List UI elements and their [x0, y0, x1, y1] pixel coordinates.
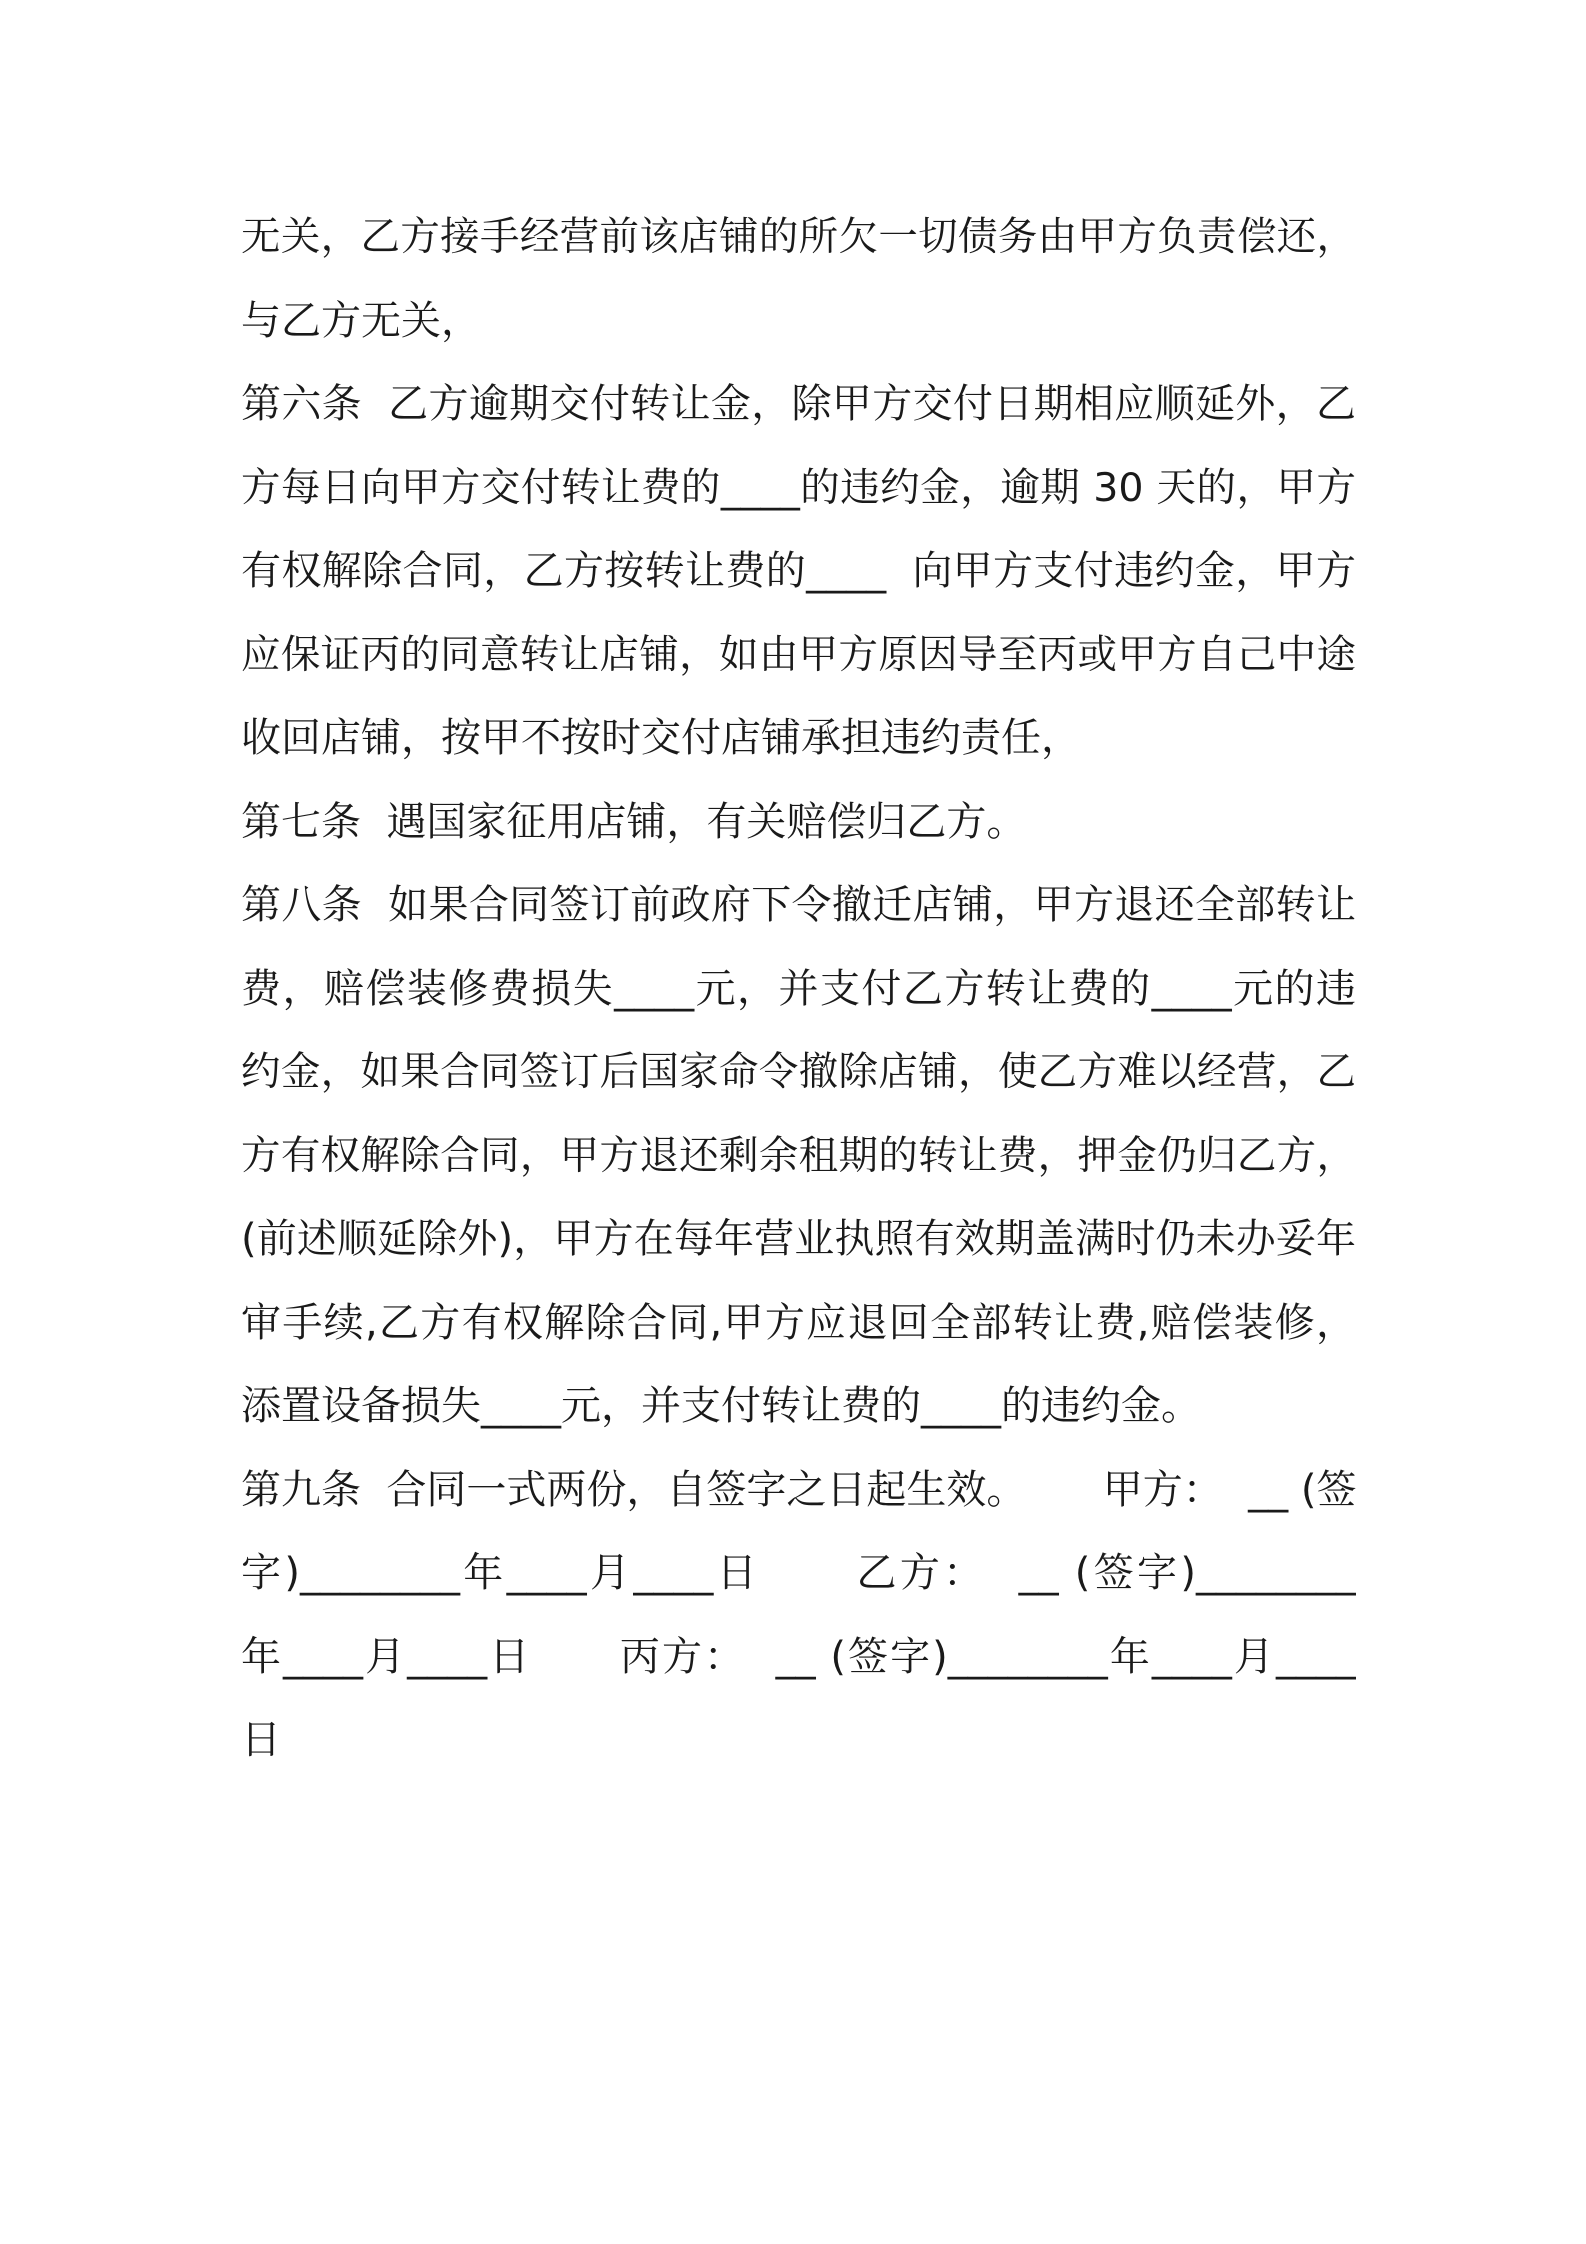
signature-line-3: 日 — [241, 1717, 281, 1763]
signature-line-2: 年____月____日 丙方： __ (签字)________年____月____ — [241, 1633, 1356, 1680]
clause-8-line-1: 第八条 如果合同签订前政府下令撤迁店铺，甲方退还全部转让 — [241, 882, 1356, 928]
signature-line-1: 字)________年____月____日 乙方： __ (签字)________ — [241, 1550, 1356, 1596]
clause-6-line-2: 方每日向甲方交付转让费的____的违约金，逾期 30 天的，甲方 — [241, 464, 1356, 511]
clause-8-line-2: 费，赔偿装修费损失____元，并支付乙方转让费的____元的违 — [241, 965, 1356, 1012]
clause-8-line-6: 审手续,乙方有权解除合同,甲方应退回全部转让费,赔偿装修， — [241, 1299, 1356, 1346]
clause-8-line-4: 方有权解除合同，甲方退还剩余租期的转让费，押金仍归乙方， — [241, 1132, 1356, 1179]
text-line-1: 无关，乙方接手经营前该店铺的所欠一切债务由甲方负责偿还， — [241, 214, 1356, 260]
clause-8-line-7: 添置设备损失____元，并支付转让费的____的违约金。 — [241, 1383, 1201, 1429]
clause-6-line-1: 第六条 乙方逾期交付转让金，除甲方交付日期相应顺延外，乙 — [241, 381, 1356, 427]
clause-6-line-4: 应保证丙的同意转让店铺，如由甲方原因导至丙或甲方自己中途 — [241, 631, 1356, 678]
clause-8-line-3: 约金，如果合同签订后国家命令撤除店铺，使乙方难以经营，乙 — [241, 1049, 1356, 1095]
text-line-2: 与乙方无关， — [241, 297, 481, 344]
clause-6-line-3: 有权解除合同，乙方按转让费的____ 向甲方支付违约金，甲方 — [241, 548, 1356, 594]
clause-6-line-5: 收回店铺，按甲不按时交付店铺承担违约责任， — [241, 715, 1081, 761]
document-body — [241, 196, 1356, 1783]
clause-9-line-1: 第九条 合同一式两份，自签字之日起生效。 甲方： __ (签 — [241, 1466, 1356, 1513]
clause-8-line-5: (前述顺延除外)，甲方在每年营业执照有效期盖满时仍未办妥年 — [241, 1216, 1356, 1262]
clause-7-line-1: 第七条 遇国家征用店铺，有关赔偿归乙方。 — [241, 798, 1027, 845]
